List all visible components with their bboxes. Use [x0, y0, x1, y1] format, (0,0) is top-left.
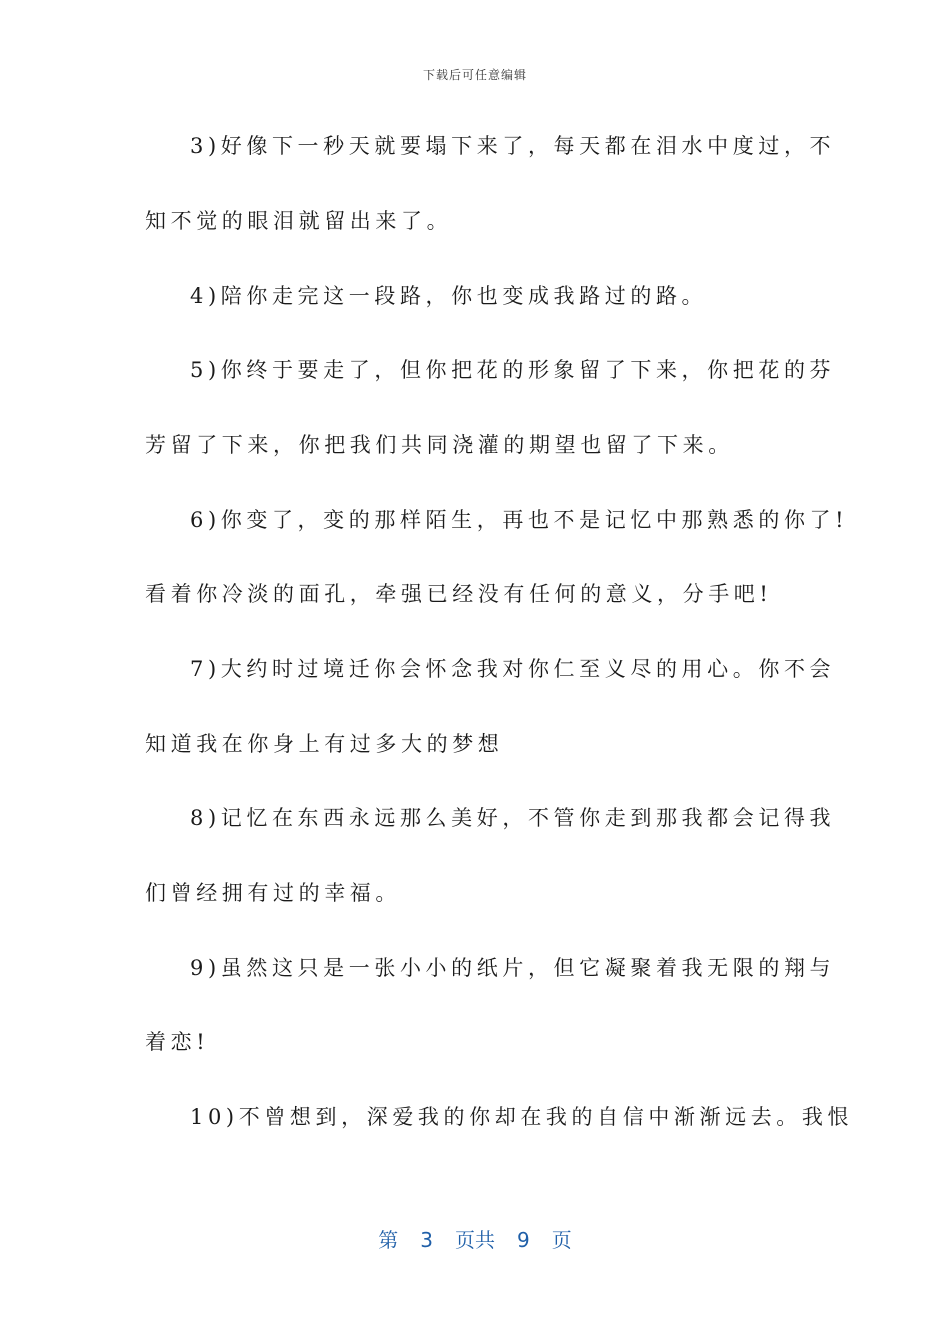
paragraph-line: 芳留了下来，你把我们共同浇灌的期望也留了下来。	[145, 433, 734, 457]
paragraph-line: 6)你变了，变的那样陌生，再也不是记忆中那熟悉的你了!	[190, 508, 849, 532]
footer-total-pages: 9	[517, 1228, 530, 1252]
paragraph-line: 10)不曾想到，深爱我的你却在我的自信中渐渐远去。我恨	[190, 1105, 854, 1129]
paragraph-line: 9)虽然这只是一张小小的纸片，但它凝聚着我无限的翔与	[190, 956, 836, 980]
paragraph-line: 们曾经拥有过的幸福。	[145, 881, 401, 905]
paragraph-line: 3)好像下一秒天就要塌下来了，每天都在泪水中度过，不	[190, 134, 836, 158]
page-header-note: 下载后可任意编辑	[422, 68, 527, 82]
paragraph-line: 知道我在你身上有过多大的梦想	[145, 732, 504, 756]
paragraph-line: 7)大约时过境迁你会怀念我对你仁至义尽的用心。你不会	[190, 657, 836, 681]
paragraph-line: 4)陪你走完这一段路，你也变成我路过的路。	[190, 284, 708, 308]
paragraph-line: 5)你终于要走了，但你把花的形象留了下来，你把花的芬	[190, 358, 836, 382]
paragraph-line: 8)记忆在东西永远那么美好，不管你走到那我都会记得我	[190, 806, 836, 830]
footer-of-label: 页共	[455, 1228, 495, 1252]
paragraph-line: 知不觉的眼泪就留出来了。	[145, 209, 453, 233]
paragraph-line: 着恋!	[145, 1030, 210, 1054]
page-number-footer	[0, 1224, 950, 1253]
footer-end-label: 页	[551, 1228, 572, 1252]
paragraph-line: 看着你冷淡的面孔，牵强已经没有任何的意义，分手吧!	[145, 582, 773, 606]
footer-page-label: 第	[378, 1228, 399, 1252]
footer-current-page: 3	[420, 1228, 433, 1252]
